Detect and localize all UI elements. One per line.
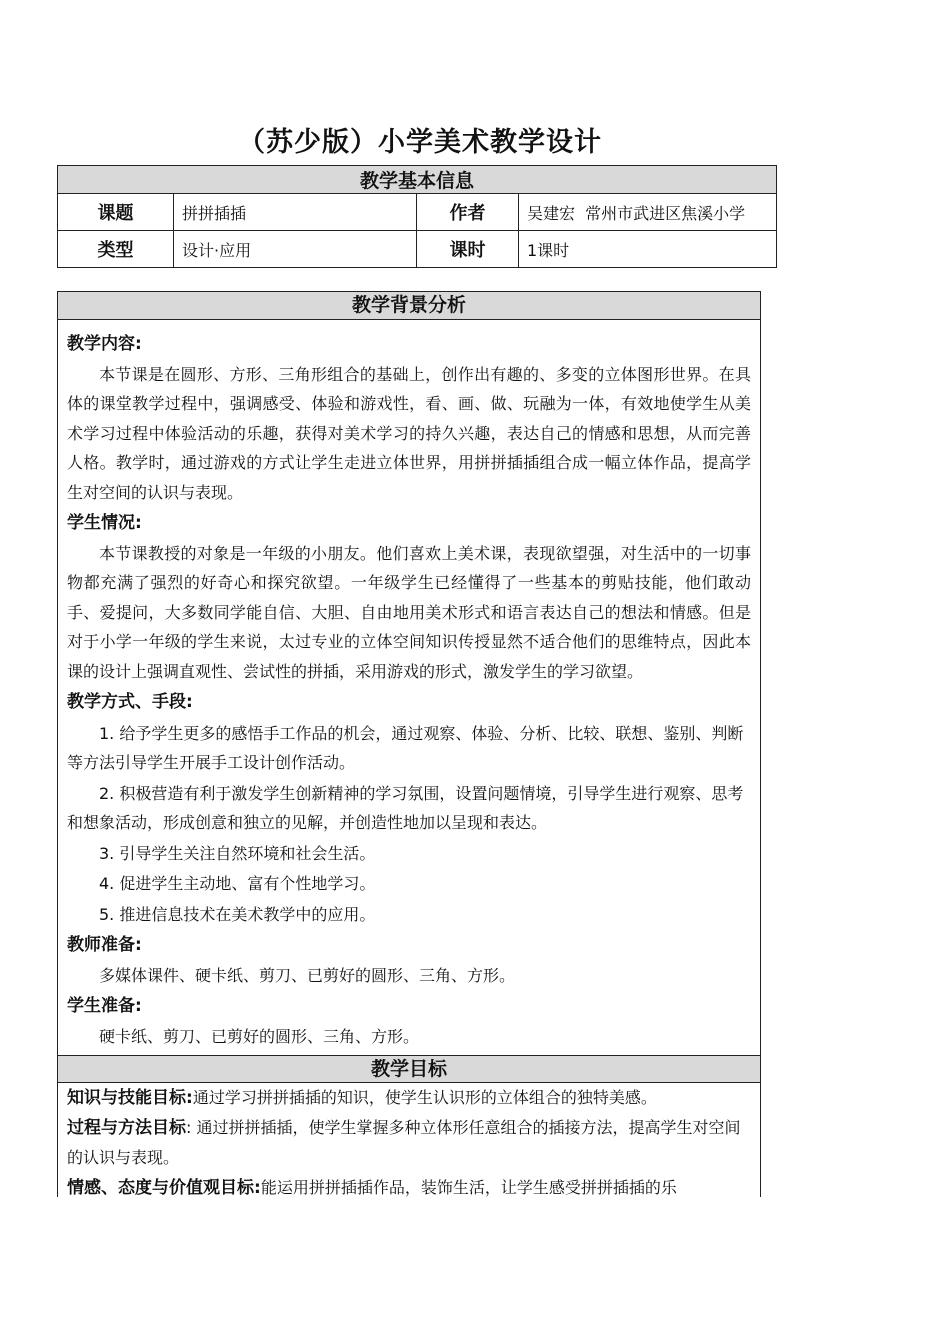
teacher-prep-heading: 教师准备: xyxy=(67,935,142,955)
student-prep-heading: 学生准备: xyxy=(67,996,142,1016)
background-analysis-section xyxy=(57,291,761,1197)
emotion-goal-label: 情感、态度与价值观目标: xyxy=(67,1178,261,1198)
process-goal-label: 过程与方法目标 xyxy=(67,1118,186,1138)
method-heading: 教学方式、手段: xyxy=(67,692,193,712)
topic-label: 课题 xyxy=(58,194,174,231)
content-heading: 教学内容: xyxy=(67,334,142,354)
knowledge-goal-text: 通过学习拼拼插插的知识，使学生认识形的立体组合的独特美感。 xyxy=(192,1088,657,1107)
emotion-goal-text: 能运用拼拼插插作品，装饰生活，让学生感受拼拼插插的乐 xyxy=(260,1178,677,1197)
student-heading: 学生情况: xyxy=(67,513,142,533)
content-text: 本节课是在圆形、方形、三角形组合的基础上，创作出有趣的、多变的立体图形世界。在具体的课堂教学过程中，强调感受、体验和游戏性，看、画、做、玩融为一体，有效地使学生从美术学习过程中体验活动的乐趣，获得对美术学习的持久兴趣，表达自己的情感和思想，从而完善人格。教学时，通过游戏的方式让学生走进立体世界，用拼拼插插组合成一幅立体作品，提高学生对空间的认识与表现。 xyxy=(67,364,751,502)
basic-info-header: 教学基本信息 xyxy=(58,166,777,194)
method-item-2: 2. 积极营造有利于激发学生创新精神的学习氛围，设置问题情境，引导学生进行观察、思考和想象活动，形成创意和独立的见解，并创造性地加以呈现和表达。 xyxy=(67,783,744,832)
process-goal-text: : 通过拼拼插插，使学生掌握多种立体形任意组合的插接方法，提高学生对空间的认识与表现。 xyxy=(67,1118,741,1167)
hours-value: 1课时 xyxy=(519,231,777,268)
method-item-5: 5. 推进信息技术在美术教学中的应用。 xyxy=(99,904,376,924)
document-title: （苏少版）小学美术教学设计 xyxy=(238,127,602,158)
knowledge-goal-label: 知识与技能目标: xyxy=(67,1088,193,1108)
method-item-4: 4. 促进学生主动地、富有个性地学习。 xyxy=(99,874,376,893)
background-header: 教学背景分析 xyxy=(58,292,760,320)
teacher-prep-text: 多媒体课件、硬卡纸、剪刀、已剪好的圆形、三角、方形。 xyxy=(99,965,516,985)
goals-header: 教学目标 xyxy=(58,1055,760,1083)
method-item-3: 3. 引导学生关注自然环境和社会生活。 xyxy=(99,843,376,863)
method-item-1: 1. 给予学生更多的感悟手工作品的机会，通过观察、体验、分析、比较、联想、鉴别、判断等方法引导学生开展手工设计创作活动。 xyxy=(67,723,744,772)
basic-info-table xyxy=(57,165,777,268)
goals-section xyxy=(58,1083,760,1203)
hours-label: 课时 xyxy=(417,231,519,268)
topic-value: 拼拼插插 xyxy=(174,194,417,231)
author-label: 作者 xyxy=(417,194,519,231)
emotion-goal xyxy=(67,1173,751,1203)
type-value: 设计·应用 xyxy=(174,231,417,268)
process-goal xyxy=(67,1113,751,1173)
type-label: 类型 xyxy=(58,231,174,268)
knowledge-goal xyxy=(67,1083,751,1113)
student-prep-text: 硬卡纸、剪刀、已剪好的圆形、三角、方形。 xyxy=(99,1026,420,1046)
author-value: 吴建宏 常州市武进区焦溪小学 xyxy=(519,194,777,231)
student-text: 本节课教授的对象是一年级的小朋友。他们喜欢上美术课，表现欲望强，对生活中的一切事物都充满了强烈的好奇心和探究欲望。一年级学生已经懂得了一些基本的剪贴技能，他们敢动手、爱提问，大多数同学能自信、大胆、自由地用美术形式和语言表达自己的想法和情感。但是对于小学一年级的学生来说，太过专业的立体空间知识传授显然不适合他们的思维特点，因此本课的设计上强调直观性、尝试性的拼插，采用游戏的形式，激发学生的学习欲望。 xyxy=(67,543,751,681)
